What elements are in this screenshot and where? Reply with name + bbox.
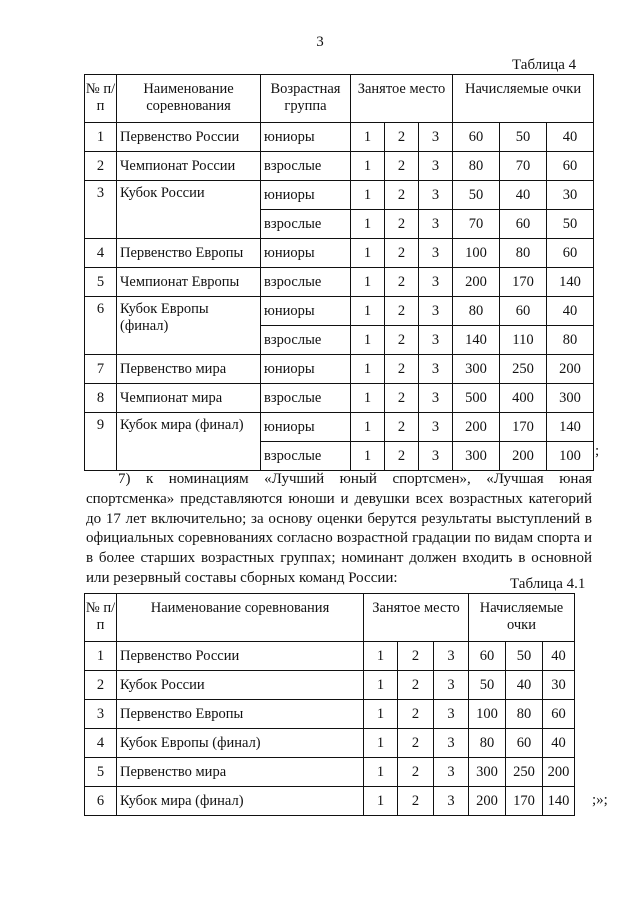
place-2: 2 [398, 729, 434, 758]
place-3: 3 [434, 642, 469, 671]
row-name: Первенство России [117, 123, 261, 152]
row-name: Первенство Европы [117, 239, 261, 268]
points-1: 100 [453, 239, 500, 268]
place-2: 2 [385, 181, 419, 210]
place-1: 1 [351, 239, 385, 268]
row-name: Чемпионат мира [117, 384, 261, 413]
row-age: взрослые [261, 384, 351, 413]
row-num: 3 [85, 700, 117, 729]
place-1: 1 [364, 787, 398, 816]
place-2: 2 [385, 442, 419, 471]
points-2: 250 [500, 355, 547, 384]
table-row [85, 642, 575, 671]
points-3: 140 [547, 413, 594, 442]
row-age: юниоры [261, 181, 351, 210]
place-3: 3 [419, 326, 453, 355]
page-number: 3 [316, 34, 324, 50]
place-3: 3 [419, 413, 453, 442]
points-2: 60 [500, 297, 547, 326]
place-3: 3 [434, 729, 469, 758]
row-name: Первенство мира [117, 758, 364, 787]
table-row [85, 758, 575, 787]
points-2: 400 [500, 384, 547, 413]
row-age: юниоры [261, 123, 351, 152]
place-1: 1 [351, 442, 385, 471]
points-3: 100 [547, 442, 594, 471]
row-name: Кубок России [117, 181, 261, 239]
points-1: 50 [453, 181, 500, 210]
place-1: 1 [364, 642, 398, 671]
points-1: 50 [469, 671, 506, 700]
points-1: 300 [469, 758, 506, 787]
place-1: 1 [351, 268, 385, 297]
points-2: 40 [500, 181, 547, 210]
points-1: 60 [469, 642, 506, 671]
points-3: 60 [547, 152, 594, 181]
place-2: 2 [385, 210, 419, 239]
place-1: 1 [364, 671, 398, 700]
points-1: 70 [453, 210, 500, 239]
points-2: 80 [506, 700, 543, 729]
row-age: взрослые [261, 210, 351, 239]
table-4-1-caption: Таблица 4.1 [510, 576, 586, 592]
points-1: 200 [453, 413, 500, 442]
row-num: 4 [85, 729, 117, 758]
place-3: 3 [419, 239, 453, 268]
points-3: 60 [543, 700, 575, 729]
place-1: 1 [364, 729, 398, 758]
place-3: 3 [419, 210, 453, 239]
row-name: Кубок мира (финал) [117, 787, 364, 816]
table-row [85, 297, 594, 326]
points-2: 50 [500, 123, 547, 152]
row-name: Чемпионат Европы [117, 268, 261, 297]
place-1: 1 [351, 384, 385, 413]
points-2: 170 [500, 413, 547, 442]
row-age: взрослые [261, 442, 351, 471]
row-num: 2 [85, 671, 117, 700]
row-age: юниоры [261, 297, 351, 326]
row-name: Первенство России [117, 642, 364, 671]
header-num: № п/п [85, 594, 117, 642]
header-place: Занятое место [364, 594, 469, 642]
table-row [85, 181, 594, 210]
row-age: взрослые [261, 152, 351, 181]
place-2: 2 [398, 671, 434, 700]
place-2: 2 [385, 297, 419, 326]
points-3: 300 [547, 384, 594, 413]
header-name: Наименование соревнования [117, 75, 261, 123]
place-1: 1 [351, 297, 385, 326]
points-1: 80 [453, 297, 500, 326]
table-row [85, 355, 594, 384]
place-3: 3 [419, 181, 453, 210]
table-row [85, 123, 594, 152]
table-row [85, 729, 575, 758]
row-name: Кубок Европы (финал) [117, 729, 364, 758]
place-3: 3 [434, 758, 469, 787]
place-3: 3 [419, 268, 453, 297]
row-name: Первенство Европы [117, 700, 364, 729]
points-3: 60 [547, 239, 594, 268]
points-3: 30 [543, 671, 575, 700]
row-num: 1 [85, 123, 117, 152]
table-row [85, 413, 594, 442]
place-1: 1 [351, 152, 385, 181]
points-2: 60 [500, 210, 547, 239]
points-3: 30 [547, 181, 594, 210]
paragraph-7-text: 7) к номинациям «Лучший юный спортсмен», «Лучшая юная спортсменка» представляются юноши и девушки всех возрастных категорий до 17 лет включительно; за основу оценки берутся результаты выступлений в официальных соревнованиях согласно возрастной градации по видам спорта и в более старших возрастных группах; номинант должен входить в основной или резервный составы сборных команд России: [86, 471, 592, 586]
points-2: 170 [500, 268, 547, 297]
place-2: 2 [385, 268, 419, 297]
row-num: 3 [85, 181, 117, 239]
points-1: 80 [453, 152, 500, 181]
place-3: 3 [419, 355, 453, 384]
row-num: 1 [85, 642, 117, 671]
row-age: юниоры [261, 355, 351, 384]
table-row [85, 268, 594, 297]
row-age: юниоры [261, 413, 351, 442]
points-3: 40 [543, 642, 575, 671]
row-age: взрослые [261, 326, 351, 355]
table-4 [84, 74, 594, 471]
points-3: 200 [547, 355, 594, 384]
table-4-1-trailing: ;»; [592, 792, 608, 808]
place-1: 1 [351, 181, 385, 210]
place-2: 2 [385, 152, 419, 181]
row-num: 6 [85, 787, 117, 816]
place-1: 1 [364, 758, 398, 787]
points-3: 80 [547, 326, 594, 355]
points-3: 140 [547, 268, 594, 297]
points-2: 60 [506, 729, 543, 758]
points-3: 40 [547, 123, 594, 152]
place-1: 1 [351, 123, 385, 152]
table-row [85, 384, 594, 413]
points-1: 200 [453, 268, 500, 297]
points-1: 80 [469, 729, 506, 758]
row-age: взрослые [261, 268, 351, 297]
points-1: 200 [469, 787, 506, 816]
place-1: 1 [351, 413, 385, 442]
points-2: 70 [500, 152, 547, 181]
place-3: 3 [419, 384, 453, 413]
place-3: 3 [434, 787, 469, 816]
points-2: 50 [506, 642, 543, 671]
place-3: 3 [434, 671, 469, 700]
points-1: 140 [453, 326, 500, 355]
table-row [85, 152, 594, 181]
header-age: Возрастная группа [261, 75, 351, 123]
place-2: 2 [398, 787, 434, 816]
place-2: 2 [398, 700, 434, 729]
points-2: 250 [506, 758, 543, 787]
header-name: Наименование соревнования [117, 594, 364, 642]
row-num: 7 [85, 355, 117, 384]
place-1: 1 [351, 355, 385, 384]
place-1: 1 [364, 700, 398, 729]
header-points: Начисляемые очки [469, 594, 575, 642]
points-3: 200 [543, 758, 575, 787]
table-row [85, 671, 575, 700]
place-3: 3 [419, 442, 453, 471]
place-1: 1 [351, 326, 385, 355]
row-num: 2 [85, 152, 117, 181]
row-num: 5 [85, 758, 117, 787]
row-num: 9 [85, 413, 117, 471]
points-2: 170 [506, 787, 543, 816]
row-name: Кубок Европы (финал) [117, 297, 261, 355]
points-2: 110 [500, 326, 547, 355]
place-2: 2 [385, 384, 419, 413]
place-2: 2 [385, 413, 419, 442]
row-age: юниоры [261, 239, 351, 268]
place-2: 2 [385, 326, 419, 355]
points-1: 500 [453, 384, 500, 413]
points-2: 40 [506, 671, 543, 700]
points-3: 40 [547, 297, 594, 326]
place-2: 2 [385, 355, 419, 384]
header-num: № п/п [85, 75, 117, 123]
row-num: 4 [85, 239, 117, 268]
points-1: 300 [453, 442, 500, 471]
place-3: 3 [434, 700, 469, 729]
place-3: 3 [419, 297, 453, 326]
row-name: Кубок России [117, 671, 364, 700]
place-2: 2 [385, 239, 419, 268]
points-3: 140 [543, 787, 575, 816]
header-points: Начисляемые очки [453, 75, 594, 123]
points-2: 200 [500, 442, 547, 471]
row-num: 5 [85, 268, 117, 297]
points-1: 60 [453, 123, 500, 152]
place-3: 3 [419, 152, 453, 181]
row-num: 6 [85, 297, 117, 355]
place-1: 1 [351, 210, 385, 239]
place-2: 2 [398, 642, 434, 671]
table-4-1 [84, 593, 575, 816]
table-4-trailing: ; [595, 443, 600, 459]
table-row [85, 787, 575, 816]
row-name: Чемпионат России [117, 152, 261, 181]
paragraph-7 [86, 470, 592, 589]
table-row [85, 700, 575, 729]
points-3: 50 [547, 210, 594, 239]
table-4-caption: Таблица 4 [512, 57, 577, 73]
row-name: Кубок мира (финал) [117, 413, 261, 471]
points-2: 80 [500, 239, 547, 268]
points-3: 40 [543, 729, 575, 758]
table-row [85, 239, 594, 268]
header-place: Занятое место [351, 75, 453, 123]
place-3: 3 [419, 123, 453, 152]
points-1: 300 [453, 355, 500, 384]
place-2: 2 [385, 123, 419, 152]
row-num: 8 [85, 384, 117, 413]
place-2: 2 [398, 758, 434, 787]
points-1: 100 [469, 700, 506, 729]
row-name: Первенство мира [117, 355, 261, 384]
